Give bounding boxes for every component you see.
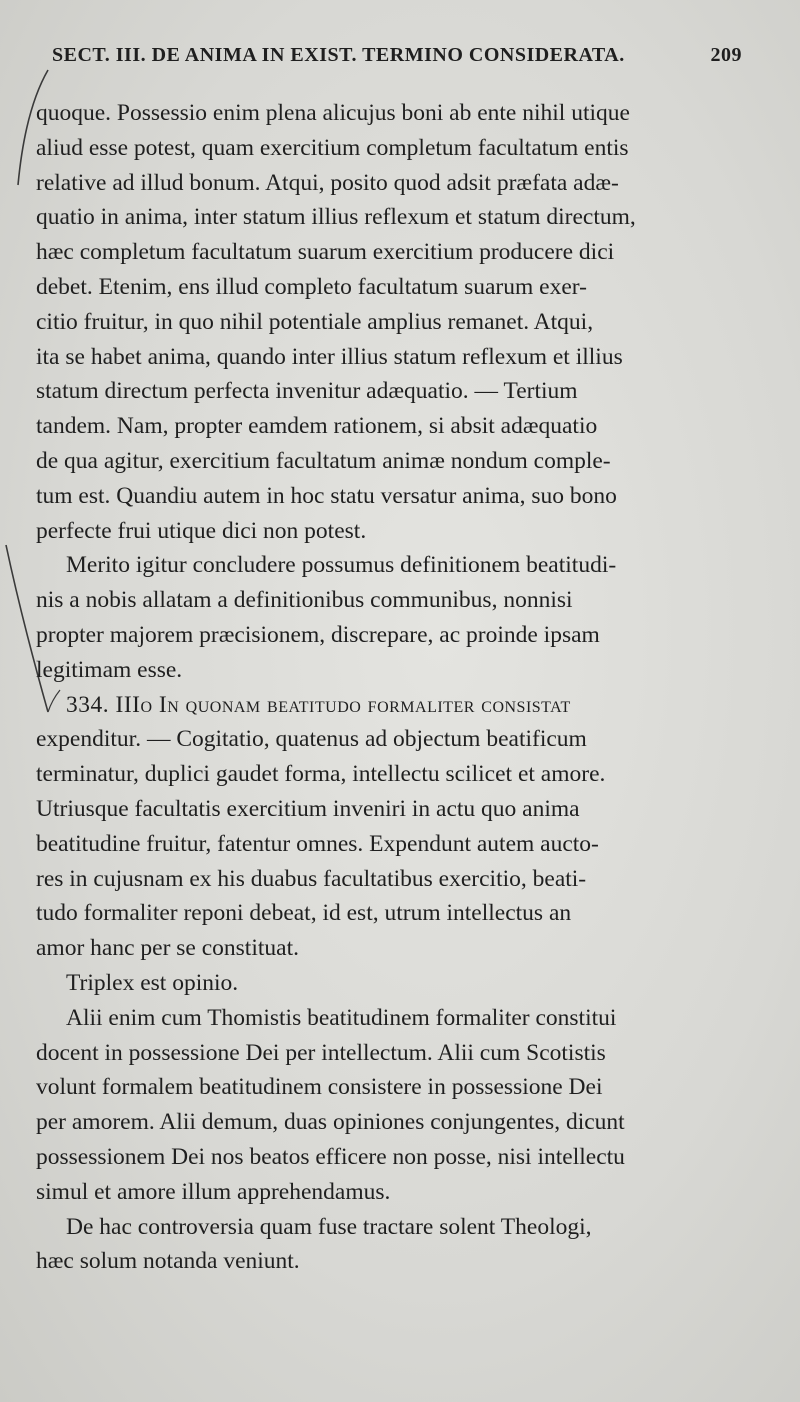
text-line xyxy=(36,200,756,235)
text-line xyxy=(36,374,756,409)
text-line xyxy=(36,583,756,618)
text-line xyxy=(36,896,756,931)
text-line xyxy=(36,722,756,757)
text-line-content: possessionem Dei nos beatos efficere non posse, nisi intellectu xyxy=(36,1143,625,1170)
text-line-content: amor hanc per se constituat. xyxy=(36,935,299,962)
text-line xyxy=(36,409,756,444)
text-line-content: tudo formaliter reponi debeat, id est, utrum intellectus an xyxy=(36,900,572,927)
text-line xyxy=(36,479,756,514)
text-line xyxy=(36,131,756,166)
page-number: 209 xyxy=(710,44,742,66)
text-line xyxy=(36,618,756,653)
text-line xyxy=(36,270,756,305)
text-line xyxy=(36,827,756,862)
text-line-content: beatitudine fruitur, fatentur omnes. Expendunt autem aucto- xyxy=(36,830,599,857)
text-line-content: De hac controversia quam fuse tractare solent Theologi, xyxy=(66,1213,592,1240)
text-line xyxy=(36,305,756,340)
section-heading-text: 334. IIIo In quonam beatitudo formaliter consistat xyxy=(66,691,571,718)
text-line xyxy=(36,548,756,583)
text-line-content: propter majorem præcisionem, discrepare, ac proinde ipsam xyxy=(36,621,600,648)
body-text xyxy=(36,96,756,1279)
text-line-content: docent in possessione Dei per intellectum. Alii cum Scotistis xyxy=(36,1039,606,1066)
text-line xyxy=(36,1175,756,1210)
text-line xyxy=(36,1001,756,1036)
text-line-content: legitimam esse. xyxy=(36,656,183,683)
text-line-content: quoque. Possessio enim plena alicujus boni ab ente nihil utique xyxy=(36,100,630,126)
text-line xyxy=(36,96,756,131)
text-line xyxy=(36,653,756,688)
text-line-content: simul et amore illum apprehendamus. xyxy=(36,1178,391,1205)
text-line-content: per amorem. Alii demum, duas opiniones conjungentes, dicunt xyxy=(36,1109,625,1136)
text-line xyxy=(36,340,756,375)
text-line-content: Merito igitur concludere possumus definitionem beatitudi- xyxy=(66,552,617,579)
text-line-content: statum directum perfecta invenitur adæquatio. — Tertium xyxy=(36,378,578,405)
running-header xyxy=(52,44,742,67)
text-line-content: citio fruitur, in quo nihil potentiale amplius remanet. Atqui, xyxy=(36,308,594,335)
text-line-content: de qua agitur, exercitium facultatum animæ nondum comple- xyxy=(36,447,611,474)
text-line-content: nis a nobis allatam a definitionibus communibus, nonnisi xyxy=(36,587,573,614)
text-line-content: res in cujusnam ex his duabus facultatibus exercitio, beati- xyxy=(36,865,587,892)
text-line xyxy=(36,1244,756,1279)
text-line-content: volunt formalem beatitudinem consistere in possessione Dei xyxy=(36,1074,603,1101)
text-line-content: ita se habet anima, quando inter illius statum reflexum et illius xyxy=(36,343,623,370)
text-line-content: relative ad illud bonum. Atqui, posito quod adsit præfata adæ- xyxy=(36,169,619,196)
text-line-content: hæc completum facultatum suarum exercitium producere dici xyxy=(36,239,615,266)
text-line-content: quatio in anima, inter statum illius reflexum et statum directum, xyxy=(36,204,636,231)
text-line xyxy=(36,444,756,479)
text-line xyxy=(36,862,756,897)
text-line xyxy=(36,235,756,270)
text-line xyxy=(36,1140,756,1175)
text-line xyxy=(36,792,756,827)
text-line xyxy=(36,1210,756,1245)
text-line-content: tandem. Nam, propter eamdem rationem, si absit adæquatio xyxy=(36,413,598,440)
text-line xyxy=(36,166,756,201)
text-line xyxy=(36,514,756,549)
text-line-content: Triplex est opinio. xyxy=(66,969,239,996)
text-line xyxy=(36,1105,756,1140)
text-line xyxy=(36,931,756,966)
text-line xyxy=(36,1036,756,1071)
section-heading xyxy=(36,688,756,723)
text-line-content: perfecte frui utique dici non potest. xyxy=(36,517,367,544)
text-line xyxy=(36,757,756,792)
header-title: SECT. III. DE ANIMA IN EXIST. TERMINO CONSIDERATA. xyxy=(52,44,625,66)
text-line-content: aliud esse potest, quam exercitium completum facultatum entis xyxy=(36,134,629,161)
text-line-content: debet. Etenim, ens illud completo facultatum suarum exer- xyxy=(36,273,587,300)
text-line xyxy=(36,966,756,1001)
text-line xyxy=(36,1070,756,1105)
text-line-content: tum est. Quandiu autem in hoc statu versatur anima, suo bono xyxy=(36,482,617,509)
text-line-content: expenditur. — Cogitatio, quatenus ad objectum beatificum xyxy=(36,726,587,753)
text-line-content: Alii enim cum Thomistis beatitudinem formaliter constitui xyxy=(66,1004,617,1031)
text-line-content: hæc solum notanda veniunt. xyxy=(36,1248,300,1275)
text-line-content: Utriusque facultatis exercitium inveniri in actu quo anima xyxy=(36,795,580,822)
text-line-content: terminatur, duplici gaudet forma, intellectu scilicet et amore. xyxy=(36,761,606,788)
